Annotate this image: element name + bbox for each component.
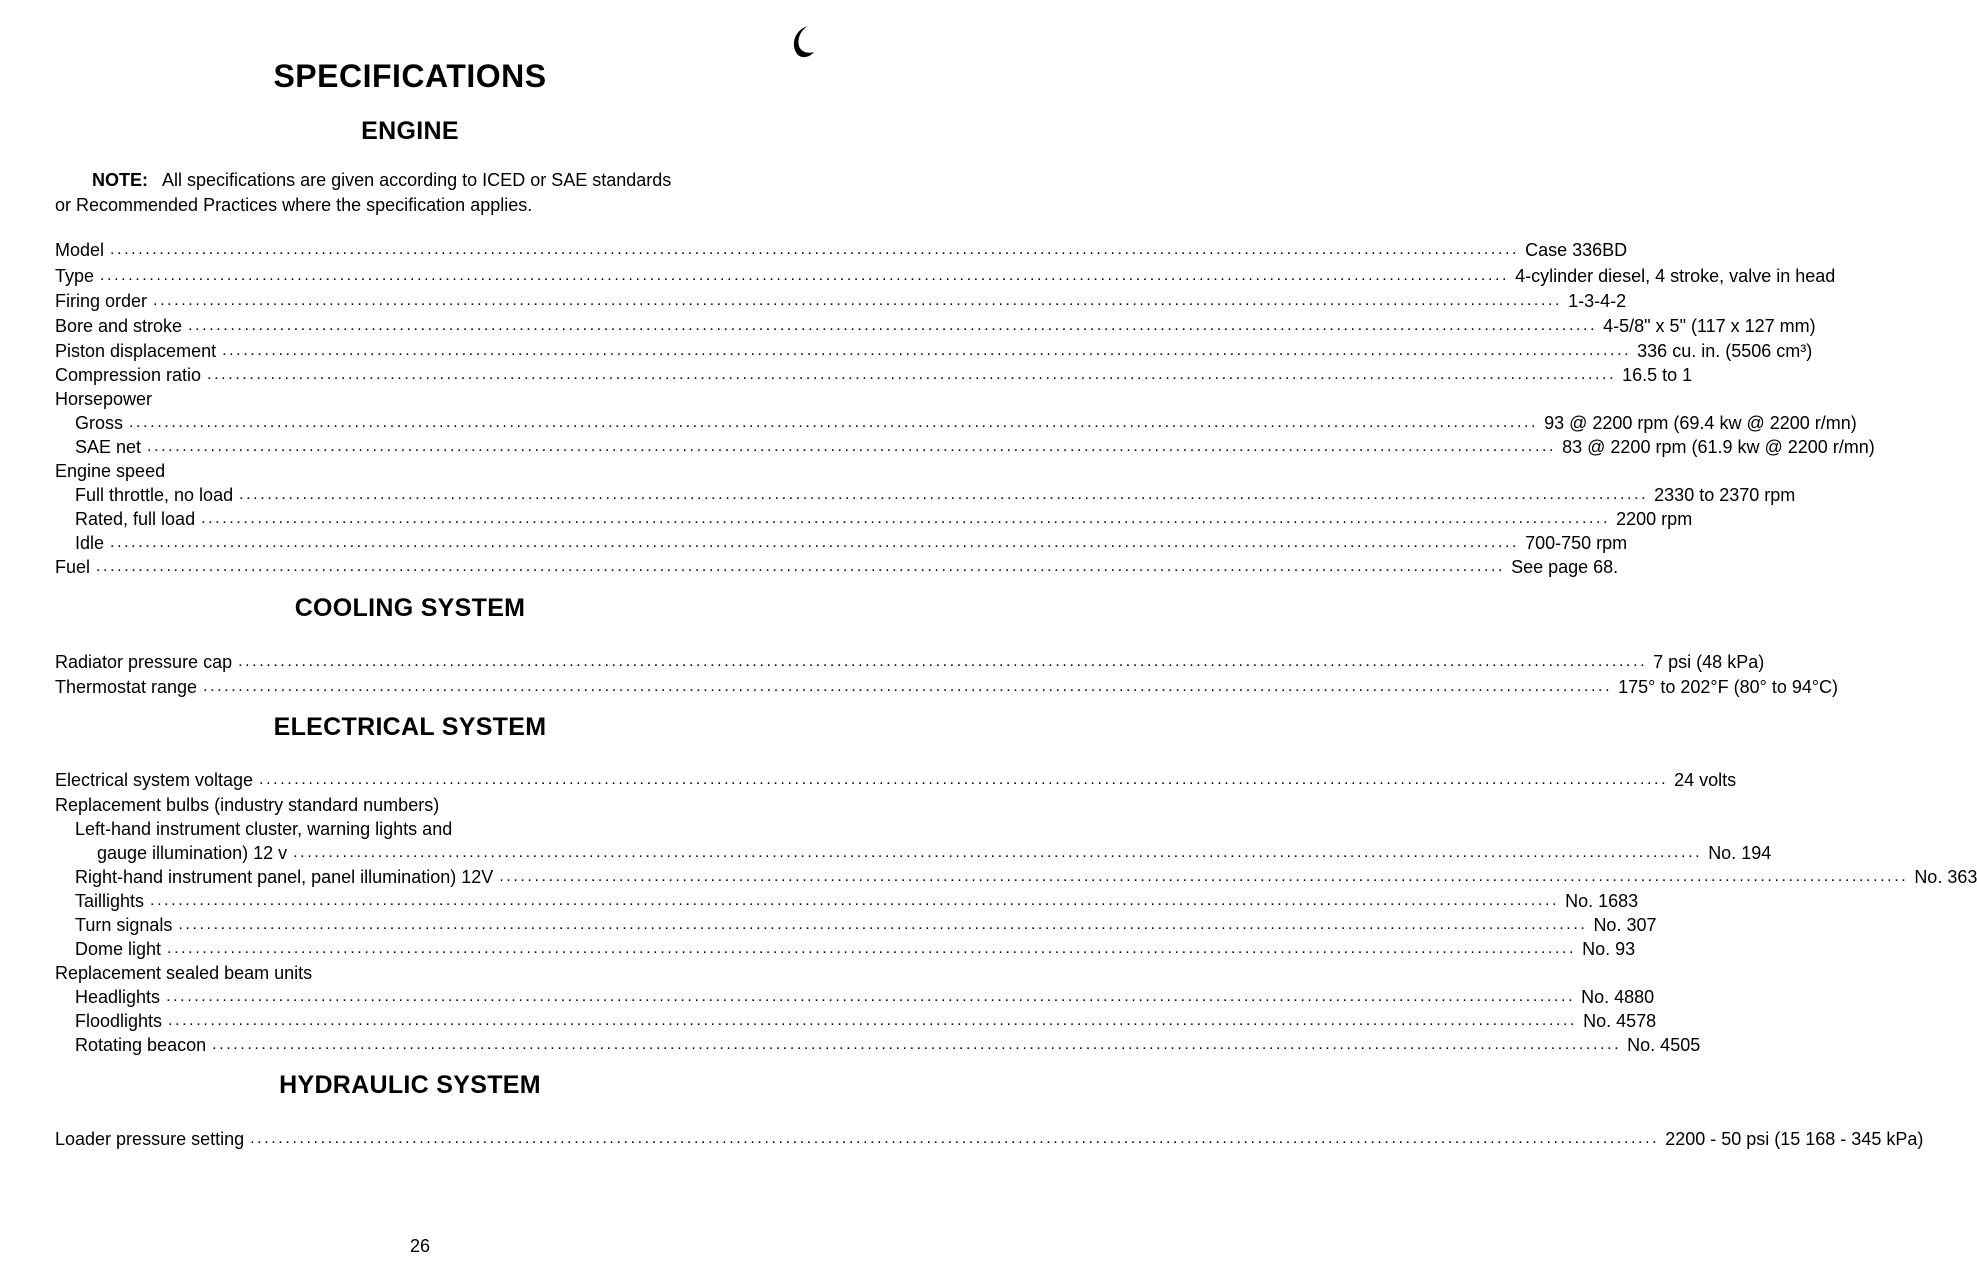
cooling-heading: COOLING SYSTEM xyxy=(294,594,526,622)
spec-value: No. 4578 xyxy=(1583,1011,1657,1031)
engine-heading: ENGINE xyxy=(361,117,459,145)
spec-label: Electrical system voltage xyxy=(55,770,254,790)
leader-dots: ........................................................................................................................................................................................................ xyxy=(188,317,1598,334)
leader-dots: ........................................................................................................................................................................................................ xyxy=(178,916,1588,933)
leader-dots: ........................................................................................................................................................................................................ xyxy=(239,486,1649,503)
replacement-bulbs-label: Replacement bulbs (industry standard numbers) xyxy=(55,795,440,815)
spec-row-compression xyxy=(55,363,1693,387)
leader-dots: ........................................................................................................................................................................................................ xyxy=(110,241,1520,258)
leader-dots: ........................................................................................................................................................................................................ xyxy=(238,653,1648,670)
spec-row-model xyxy=(55,238,1628,262)
note-paragraph xyxy=(55,168,785,218)
leader-dots: ........................................................................................................................................................................................................ xyxy=(203,678,1613,695)
leader-dots: ........................................................................................................................................................................................................ xyxy=(150,892,1560,909)
spec-label: Thermostat range xyxy=(55,677,198,697)
spec-label: Type xyxy=(55,266,95,286)
spec-row-gross xyxy=(75,411,1857,435)
leader-dots: ........................................................................................................................................................................................................ xyxy=(250,1130,1660,1147)
spec-value: 24 volts xyxy=(1674,770,1737,790)
leader-dots: ........................................................................................................................................................................................................ xyxy=(259,771,1669,788)
spec-value: No. 363 xyxy=(1914,867,1977,887)
spec-row-gauge xyxy=(97,841,1772,865)
note-line-1: All specifications are given according to ICED or SAE standards xyxy=(162,170,672,190)
spec-row-headlights xyxy=(75,985,1655,1009)
spec-label: Full throttle, no load xyxy=(75,485,234,505)
spec-value: No. 1683 xyxy=(1565,891,1639,911)
spec-value: 175° to 202°F (80° to 94°C) xyxy=(1618,677,1839,697)
spec-row-turn-signals xyxy=(75,913,1657,937)
spec-row-dome-light xyxy=(75,937,1636,961)
page-number: 26 xyxy=(409,1236,431,1256)
spec-row-thermostat xyxy=(55,675,1839,699)
spec-label: Bore and stroke xyxy=(55,316,183,336)
spec-label: Taillights xyxy=(75,891,145,911)
leader-dots: ........................................................................................................................................................................................................ xyxy=(100,267,1510,284)
left-cluster-label: Left-hand instrument cluster, warning lights and xyxy=(75,819,453,839)
spec-label: Floodlights xyxy=(75,1011,163,1031)
spec-label: Radiator pressure cap xyxy=(55,652,233,672)
spec-label: Headlights xyxy=(75,987,161,1007)
leader-dots: ........................................................................................................................................................................................................ xyxy=(212,1036,1622,1053)
leader-dots: ........................................................................................................................................................................................................ xyxy=(129,414,1539,431)
spec-row-fuel xyxy=(55,555,1619,579)
spec-label: Rotating beacon xyxy=(75,1035,207,1055)
spec-label: Loader pressure setting xyxy=(55,1129,245,1149)
leader-dots: ........................................................................................................................................................................................................ xyxy=(201,510,1611,527)
hydraulic-heading: HYDRAULIC SYSTEM xyxy=(279,1071,541,1099)
spec-value: No. 194 xyxy=(1708,843,1772,863)
spec-value: 2200 - 50 psi (15 168 - 345 kPa) xyxy=(1665,1129,1924,1149)
spec-row-full-throttle xyxy=(75,483,1796,507)
spec-value: 4-cylinder diesel, 4 stroke, valve in head xyxy=(1515,266,1836,286)
note-line-2: or Recommended Practices where the specification applies. xyxy=(55,195,533,215)
spec-value: 2200 rpm xyxy=(1616,509,1693,529)
spec-value: 93 @ 2200 rpm (69.4 kw @ 2200 r/mn) xyxy=(1544,413,1857,433)
spec-label: Fuel xyxy=(55,557,91,577)
spec-value: 336 cu. in. (5506 cm³) xyxy=(1637,341,1813,361)
note-label: NOTE: xyxy=(92,170,148,190)
spec-row-sae-net xyxy=(75,435,1875,459)
spec-row-displacement xyxy=(55,339,1813,363)
spec-label: Turn signals xyxy=(75,915,173,935)
spec-value: See page 68. xyxy=(1511,557,1619,577)
leader-dots: ........................................................................................................................................................................................................ xyxy=(499,868,1909,885)
leader-dots: ........................................................................................................................................................................................................ xyxy=(222,342,1632,359)
spec-value: No. 4505 xyxy=(1627,1035,1701,1055)
spec-label: Compression ratio xyxy=(55,365,202,385)
engine-speed-label: Engine speed xyxy=(55,461,166,481)
spec-label: gauge illumination) 12 v xyxy=(97,843,288,863)
spec-value: No. 4880 xyxy=(1581,987,1655,1007)
spec-row-voltage xyxy=(55,768,1737,792)
spec-value: 4-5/8" x 5" (117 x 127 mm) xyxy=(1603,316,1816,336)
spec-label: Firing order xyxy=(55,291,148,311)
electrical-heading: ELECTRICAL SYSTEM xyxy=(273,713,547,741)
spec-value: 2330 to 2370 rpm xyxy=(1654,485,1796,505)
spec-label: Dome light xyxy=(75,939,162,959)
spec-value: 7 psi (48 kPa) xyxy=(1653,652,1765,672)
spec-row-right-panel xyxy=(75,865,1977,889)
leader-dots: ........................................................................................................................................................................................................ xyxy=(147,438,1557,455)
sealed-beam-label: Replacement sealed beam units xyxy=(55,963,313,983)
page-title: SPECIFICATIONS xyxy=(273,58,547,94)
spec-label: Idle xyxy=(75,533,105,553)
leader-dots: ........................................................................................................................................................................................................ xyxy=(110,534,1520,551)
spec-value: No. 307 xyxy=(1593,915,1657,935)
case-logo-mark xyxy=(786,24,816,60)
spec-row-loader-pressure xyxy=(55,1127,1924,1151)
leader-dots: ........................................................................................................................................................................................................ xyxy=(293,844,1703,861)
spec-row-type xyxy=(55,264,1836,288)
spec-label: Gross xyxy=(75,413,124,433)
leader-dots: ........................................................................................................................................................................................................ xyxy=(166,988,1576,1005)
spec-label: SAE net xyxy=(75,437,142,457)
spec-value: Case 336BD xyxy=(1525,240,1628,260)
spec-row-rated xyxy=(75,507,1693,531)
spec-label: Piston displacement xyxy=(55,341,217,361)
spec-label: Model xyxy=(55,240,105,260)
leader-dots: ........................................................................................................................................................................................................ xyxy=(168,1012,1578,1029)
horsepower-label: Horsepower xyxy=(55,389,153,409)
spec-row-floodlights xyxy=(75,1009,1657,1033)
spec-label: Right-hand instrument panel, panel illumination) 12V xyxy=(75,867,494,887)
spec-row-bore-stroke xyxy=(55,314,1816,338)
spec-row-firing-order xyxy=(55,289,1627,313)
leader-dots: ........................................................................................................................................................................................................ xyxy=(96,558,1506,575)
spec-value: No. 93 xyxy=(1582,939,1636,959)
spec-value: 16.5 to 1 xyxy=(1622,365,1693,385)
spec-value: 83 @ 2200 rpm (61.9 kw @ 2200 r/mn) xyxy=(1562,437,1875,457)
spec-label: Rated, full load xyxy=(75,509,196,529)
leader-dots: ........................................................................................................................................................................................................ xyxy=(207,366,1617,383)
spec-value: 700-750 rpm xyxy=(1525,533,1628,553)
leader-dots: ........................................................................................................................................................................................................ xyxy=(167,940,1577,957)
spec-row-radiator xyxy=(55,650,1765,674)
spec-row-rotating-beacon xyxy=(75,1033,1701,1057)
leader-dots: ........................................................................................................................................................................................................ xyxy=(153,292,1563,309)
spec-row-idle xyxy=(75,531,1628,555)
spec-row-taillights xyxy=(75,889,1639,913)
spec-value: 1-3-4-2 xyxy=(1568,291,1627,311)
